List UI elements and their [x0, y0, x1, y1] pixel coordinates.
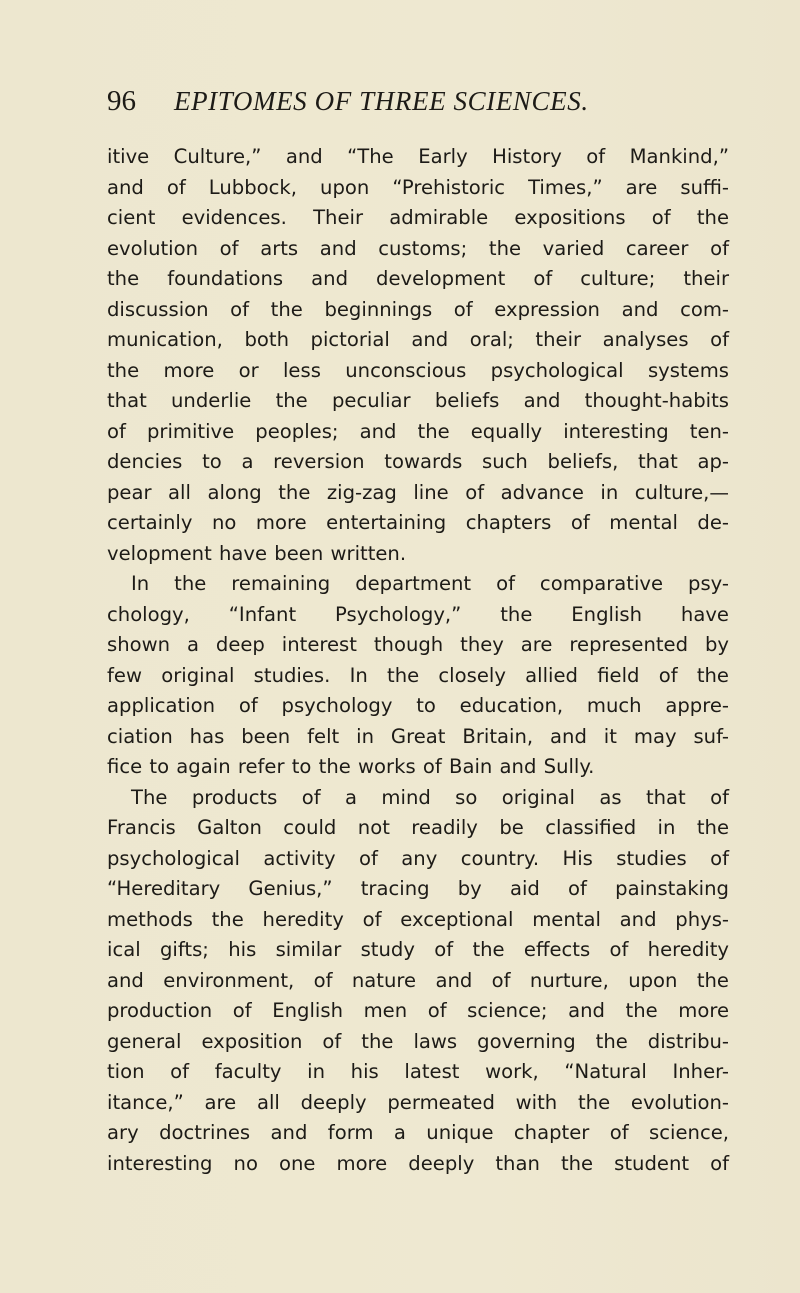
running-head: EPITOMES OF THREE SCIENCES. — [174, 86, 589, 116]
text-line: and of Lubbock, upon “Prehistoric Times,” are suffi- — [107, 175, 729, 199]
text-line: shown a deep interest though they are represented by — [107, 633, 729, 656]
text-line: certainly no more entertaining chapters of mental de- — [107, 511, 729, 534]
text-line: psychological activity of any country. His studies of — [107, 846, 729, 870]
text-line: and environment, of nature and of nurture, upon the — [107, 968, 729, 992]
text-line: ary doctrines and form a unique chapter of science, — [107, 1121, 729, 1144]
text-line: “Hereditary Genius,” tracing by aid of painstaking — [107, 877, 729, 900]
paragraph-start-line: In the remaining department of comparative psy- — [131, 572, 729, 595]
text-line: evolution of arts and customs; the varied career of — [107, 236, 729, 260]
text-line: itive Culture,” and “The Early History of Mankind,” — [107, 145, 729, 168]
text-line: velopment have been written. — [107, 541, 407, 565]
text-line: few original studies. In the closely allied field of the — [107, 663, 729, 687]
page-number: 96 — [107, 85, 136, 117]
page-header — [107, 84, 707, 124]
text-line: methods the heredity of exceptional mental and phys- — [107, 907, 729, 931]
text-line: the more or less unconscious psychological systems — [107, 358, 729, 382]
text-line: the foundations and development of culture; their — [107, 267, 729, 290]
text-line: tion of faculty in his latest work, “Natural Inher- — [107, 1060, 729, 1083]
text-line: general exposition of the laws governing the distribu- — [107, 1029, 729, 1053]
text-line: chology, “Infant Psychology,” the English have — [107, 602, 729, 626]
text-line: interesting no one more deeply than the student of — [107, 1151, 729, 1175]
body-text — [107, 142, 729, 1179]
text-line: itance,” are all deeply permeated with the evolution- — [107, 1090, 729, 1114]
text-line: discussion of the beginnings of expression and com- — [107, 297, 729, 321]
text-line: ciation has been felt in Great Britain, and it may suf- — [107, 724, 729, 748]
text-line: of primitive peoples; and the equally interesting ten- — [107, 419, 729, 443]
paragraph-start-line: The products of a mind so original as that of — [131, 785, 729, 809]
text-line: Francis Galton could not readily be classified in the — [107, 816, 729, 839]
text-line: production of English men of science; and the more — [107, 999, 729, 1022]
text-line: application of psychology to education, much appre- — [107, 694, 729, 717]
text-line: that underlie the peculiar beliefs and thought-habits — [107, 389, 729, 412]
text-line: dencies to a reversion towards such beliefs, that ap- — [107, 450, 729, 473]
text-line: pear all along the zig-zag line of advance in culture,— — [107, 480, 729, 504]
text-line: ical gifts; his similar study of the effects of heredity — [107, 938, 729, 961]
text-line: cient evidences. Their admirable expositions of the — [107, 206, 729, 229]
text-line: munication, both pictorial and oral; their analyses of — [107, 328, 729, 351]
text-line: fice to again refer to the works of Bain and Sully. — [107, 755, 595, 778]
